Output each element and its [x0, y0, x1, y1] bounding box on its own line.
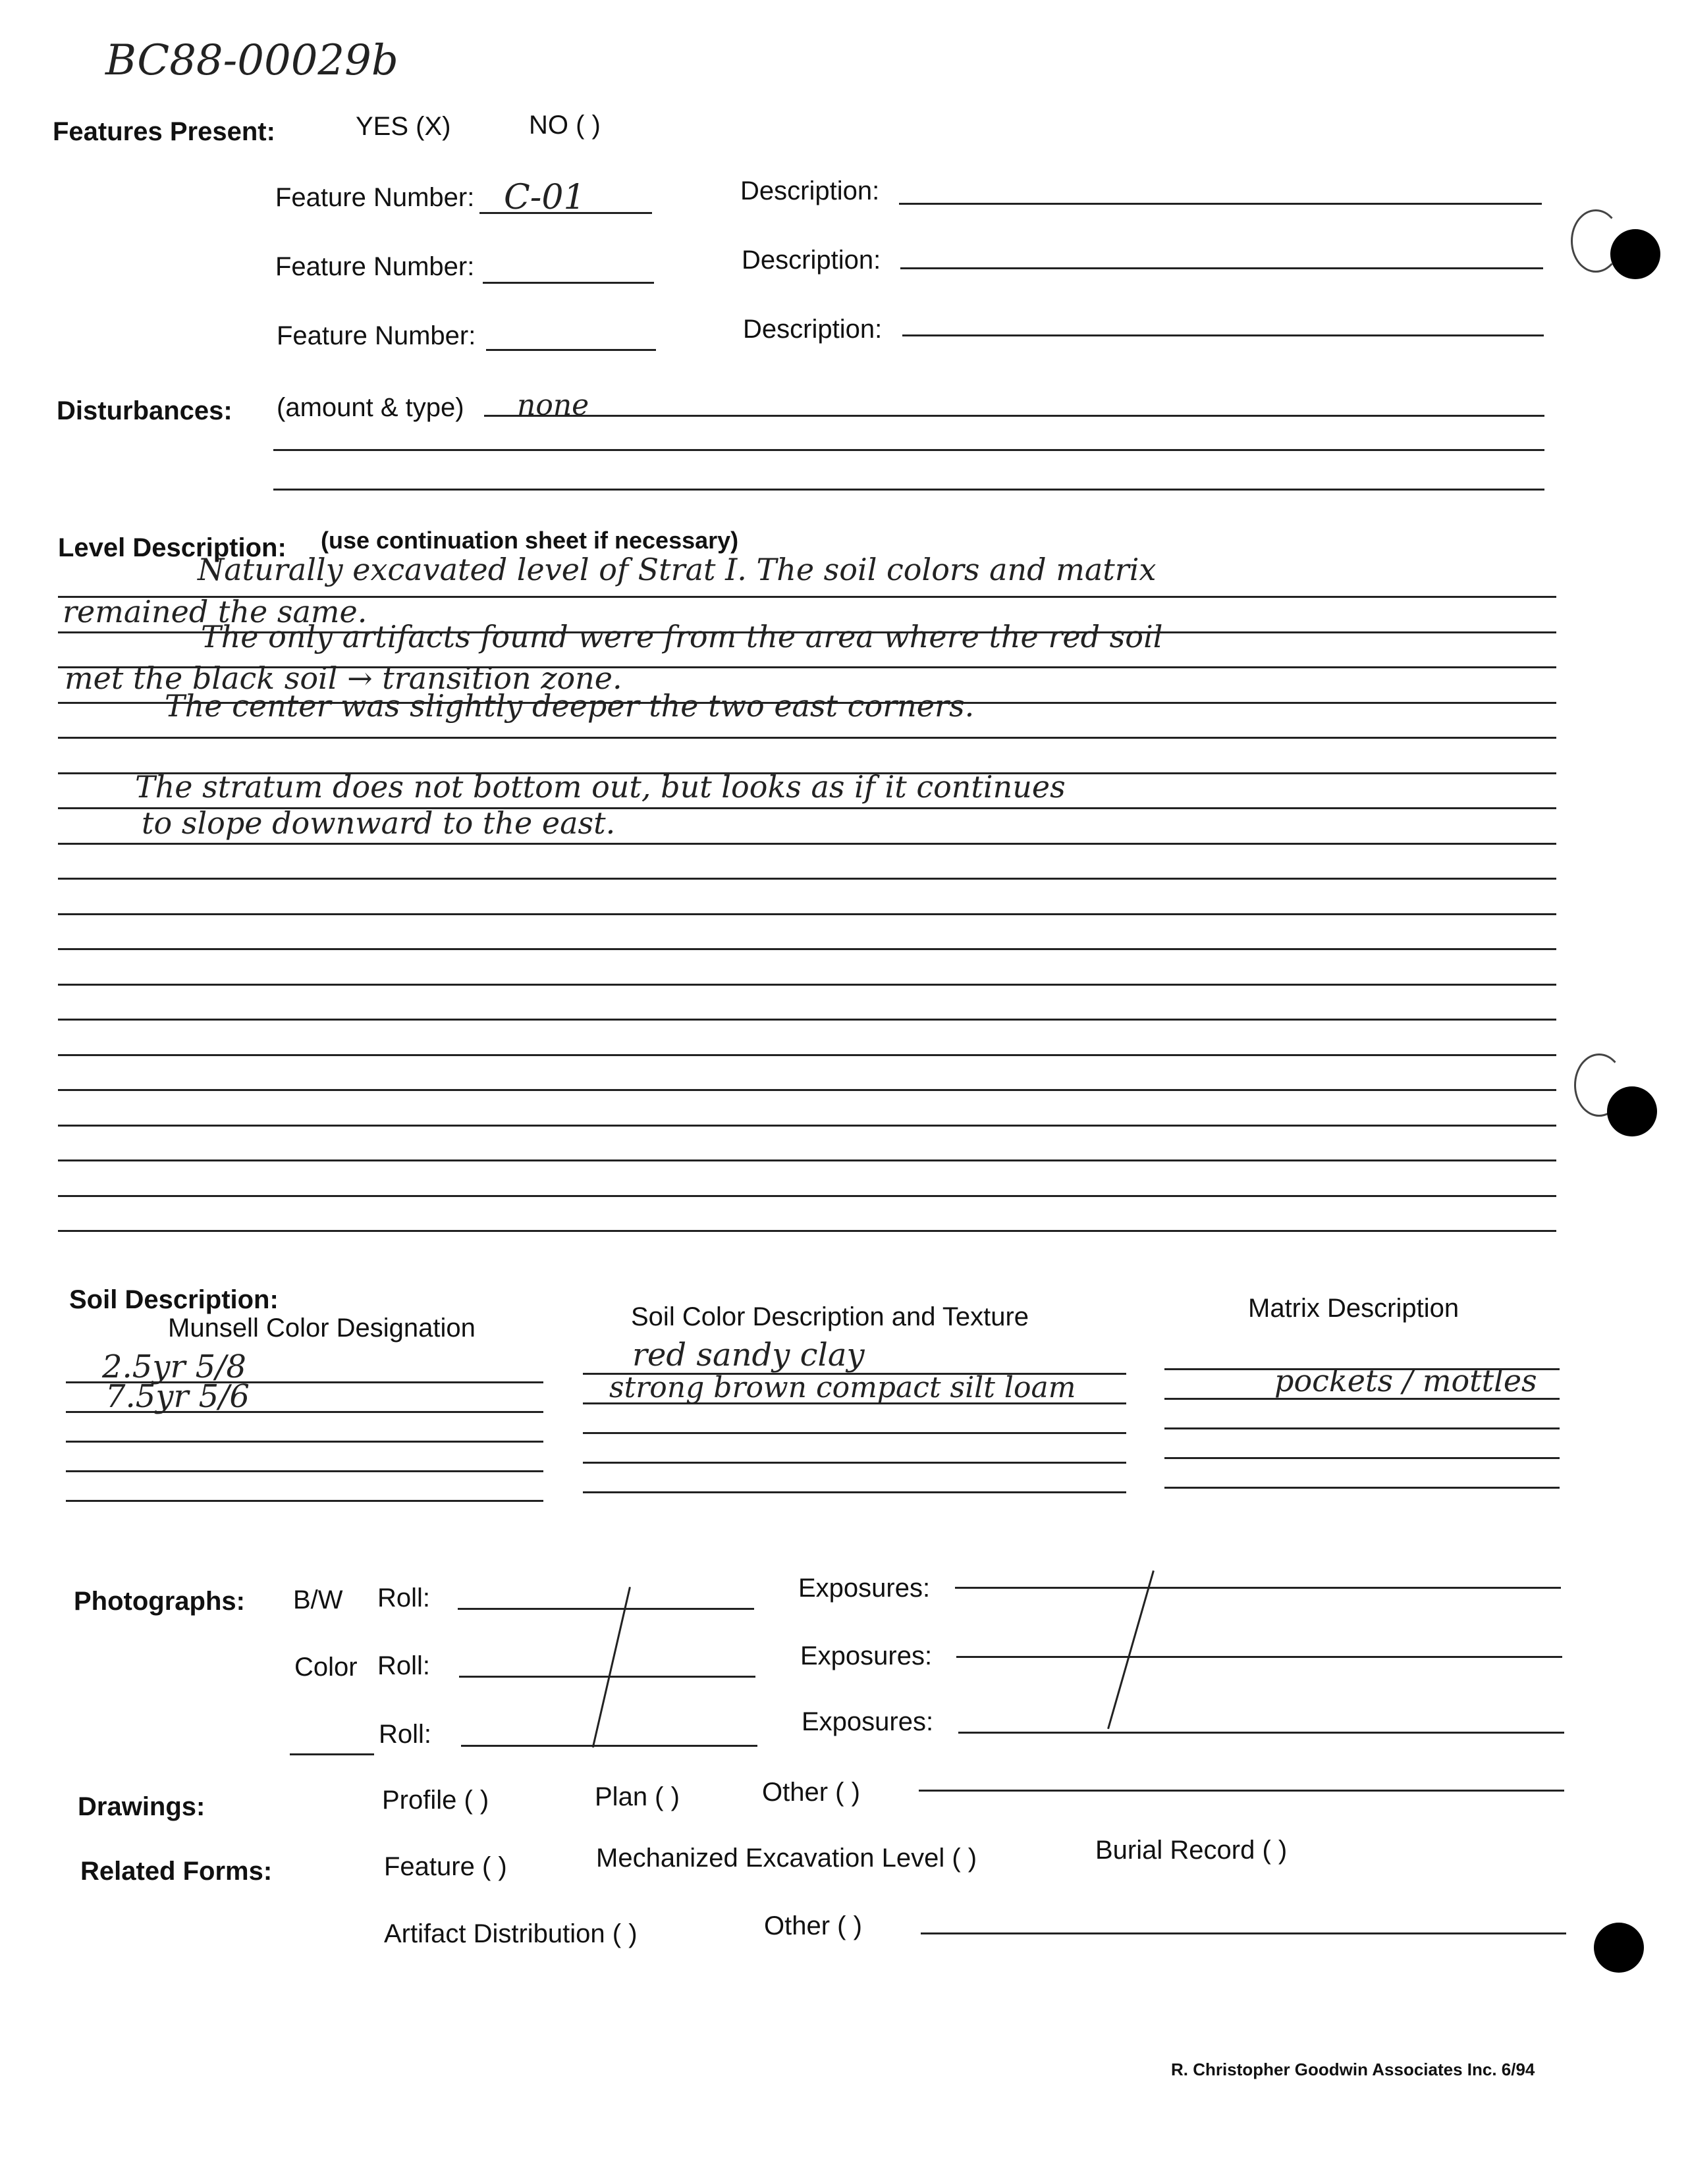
- drawing-plan-option[interactable]: Plan ( ): [595, 1782, 680, 1811]
- level-text-line-5[interactable]: The center was slightly deeper the two east corners.: [165, 688, 975, 724]
- strike-slash-exposures: [1107, 1570, 1155, 1729]
- photo-roll-line-3[interactable]: [461, 1745, 757, 1747]
- soil-ruled-line[interactable]: [66, 1470, 543, 1472]
- feature-number-line-1: [479, 212, 652, 214]
- features-present-label: Features Present:: [53, 117, 275, 146]
- level-ruled-line[interactable]: [58, 631, 1556, 633]
- drawings-label: Drawings:: [78, 1792, 205, 1821]
- soil-ruled-line[interactable]: [1164, 1398, 1560, 1400]
- photo-color-label: Color: [294, 1653, 358, 1682]
- texture-header: Soil Color Description and Texture: [631, 1302, 1029, 1331]
- munsell-value-2[interactable]: 7.5yr 5/6: [105, 1378, 250, 1415]
- photo-roll-line-1[interactable]: [458, 1608, 754, 1610]
- related-feature-option[interactable]: Feature ( ): [384, 1852, 507, 1881]
- texture-value-1[interactable]: red sandy clay: [632, 1337, 865, 1373]
- disturbances-line-2[interactable]: [273, 449, 1544, 451]
- soil-ruled-line[interactable]: [583, 1373, 1126, 1375]
- level-text-line-3[interactable]: The only artifacts found were from the area where the red soil: [201, 619, 1163, 654]
- description-line-1[interactable]: [899, 203, 1542, 205]
- level-description-sublabel: (use continuation sheet if necessary): [321, 527, 739, 554]
- feature-number-line-2[interactable]: [483, 282, 654, 284]
- level-ruled-line[interactable]: [58, 737, 1556, 739]
- level-ruled-line[interactable]: [58, 913, 1556, 915]
- level-ruled-line[interactable]: [58, 1159, 1556, 1161]
- disturbances-line-1[interactable]: [484, 415, 1544, 417]
- related-other-option[interactable]: Other ( ): [764, 1911, 862, 1940]
- munsell-header: Munsell Color Designation: [168, 1314, 476, 1343]
- photo-roll-line-2[interactable]: [459, 1676, 755, 1678]
- photographs-label: Photographs:: [74, 1587, 245, 1616]
- level-ruled-line[interactable]: [58, 1019, 1556, 1021]
- feature-number-value-1[interactable]: C-01: [504, 178, 586, 217]
- level-ruled-line[interactable]: [58, 984, 1556, 986]
- soil-ruled-line[interactable]: [1164, 1368, 1560, 1370]
- feature-number-label-3: Feature Number:: [277, 321, 476, 350]
- soil-ruled-line[interactable]: [66, 1381, 543, 1383]
- photo-bw-label: B/W: [293, 1585, 343, 1614]
- level-text-line-4[interactable]: met the black soil → transition zone.: [65, 660, 622, 696]
- description-label-1: Description:: [740, 176, 880, 205]
- level-description-label: Level Description:: [58, 533, 286, 562]
- soil-ruled-line[interactable]: [583, 1491, 1126, 1493]
- soil-ruled-line[interactable]: [583, 1462, 1126, 1464]
- related-forms-label: Related Forms:: [80, 1857, 273, 1886]
- strike-slash-roll: [592, 1587, 631, 1747]
- related-artifact-option[interactable]: Artifact Distribution ( ): [384, 1919, 638, 1948]
- level-text-line-1[interactable]: Naturally excavated level of Strat I. The soil colors and matrix: [198, 552, 1157, 587]
- description-label-2: Description:: [742, 246, 881, 275]
- soil-ruled-line[interactable]: [583, 1402, 1126, 1404]
- soil-ruled-line[interactable]: [66, 1441, 543, 1443]
- related-mech-option[interactable]: Mechanized Excavation Level ( ): [596, 1844, 977, 1873]
- soil-ruled-line[interactable]: [1164, 1427, 1560, 1429]
- feature-number-label-2: Feature Number:: [275, 252, 475, 281]
- matrix-value-1[interactable]: pockets / mottles: [1274, 1363, 1537, 1398]
- disturbances-line-3[interactable]: [273, 489, 1544, 491]
- features-yes-option[interactable]: YES (X): [356, 112, 451, 141]
- level-ruled-line[interactable]: [58, 807, 1556, 809]
- photo-exposures-label-3: Exposures:: [802, 1707, 934, 1736]
- drawing-other-option[interactable]: Other ( ): [762, 1778, 860, 1807]
- soil-ruled-line[interactable]: [1164, 1487, 1560, 1489]
- soil-ruled-line[interactable]: [1164, 1457, 1560, 1459]
- binder-hole-middle: [1607, 1086, 1657, 1136]
- related-burial-option[interactable]: Burial Record ( ): [1095, 1836, 1288, 1865]
- drawing-profile-option[interactable]: Profile ( ): [382, 1786, 489, 1815]
- description-line-2[interactable]: [900, 267, 1543, 269]
- level-ruled-line[interactable]: [58, 1054, 1556, 1056]
- matrix-header: Matrix Description: [1248, 1294, 1459, 1323]
- texture-value-2[interactable]: strong brown compact silt loam: [609, 1371, 1076, 1404]
- feature-number-line-3[interactable]: [486, 349, 656, 351]
- photo-type-line-3[interactable]: [290, 1753, 374, 1755]
- drawing-other-line[interactable]: [919, 1790, 1564, 1792]
- photo-roll-label-3: Roll:: [379, 1720, 432, 1749]
- level-ruled-line[interactable]: [58, 843, 1556, 845]
- level-ruled-line[interactable]: [58, 878, 1556, 880]
- level-ruled-line[interactable]: [58, 772, 1556, 774]
- document-id: BC88-00029b: [105, 36, 398, 85]
- footer-credit: R. Christopher Goodwin Associates Inc. 6/94: [1171, 2060, 1535, 2079]
- level-text-line-6[interactable]: The stratum does not bottom out, but looks as if it continues: [135, 769, 1066, 805]
- level-ruled-line[interactable]: [58, 1195, 1556, 1197]
- photo-exposures-label-1: Exposures:: [798, 1574, 931, 1603]
- level-ruled-line[interactable]: [58, 596, 1556, 598]
- binder-hole-top: [1610, 229, 1660, 279]
- disturbances-sublabel: (amount & type): [277, 393, 464, 422]
- level-ruled-line[interactable]: [58, 666, 1556, 668]
- binder-hole-bottom: [1594, 1923, 1644, 1973]
- level-ruled-line[interactable]: [58, 1125, 1556, 1127]
- soil-ruled-line[interactable]: [66, 1411, 543, 1413]
- level-ruled-line[interactable]: [58, 1230, 1556, 1232]
- disturbances-value[interactable]: none: [517, 388, 589, 422]
- soil-description-label: Soil Description:: [69, 1285, 279, 1314]
- feature-number-label-1: Feature Number:: [275, 183, 475, 212]
- related-other-line[interactable]: [921, 1932, 1566, 1934]
- munsell-value-1[interactable]: 2.5yr 5/8: [102, 1348, 246, 1385]
- photo-exposures-line-1[interactable]: [955, 1587, 1561, 1589]
- soil-ruled-line[interactable]: [66, 1500, 543, 1502]
- photo-exposures-label-2: Exposures:: [800, 1641, 933, 1670]
- soil-ruled-line[interactable]: [583, 1432, 1126, 1434]
- features-no-option[interactable]: NO ( ): [529, 111, 601, 140]
- level-ruled-line[interactable]: [58, 948, 1556, 950]
- description-label-3: Description:: [743, 315, 883, 344]
- level-text-line-7[interactable]: to slope downward to the east.: [142, 805, 616, 841]
- photo-exposures-line-2[interactable]: [956, 1656, 1562, 1658]
- photo-exposures-line-3[interactable]: [958, 1732, 1564, 1734]
- level-ruled-line[interactable]: [58, 1089, 1556, 1091]
- level-text-line-2[interactable]: remained the same.: [63, 594, 368, 629]
- disturbances-label: Disturbances:: [57, 396, 232, 425]
- photo-roll-label-2: Roll:: [377, 1651, 431, 1680]
- level-ruled-line[interactable]: [58, 702, 1556, 704]
- description-line-3[interactable]: [902, 334, 1544, 336]
- photo-roll-label-1: Roll:: [377, 1584, 431, 1612]
